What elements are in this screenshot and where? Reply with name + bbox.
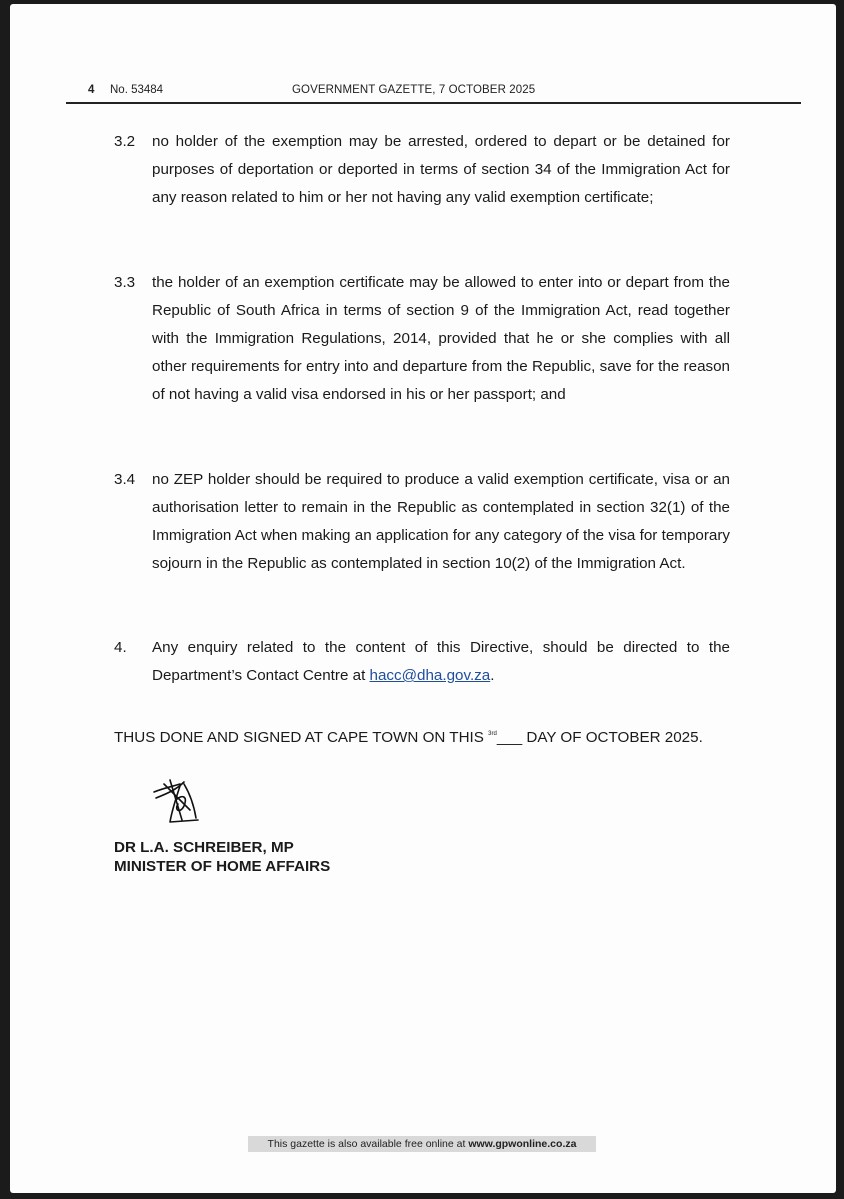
clause-text bbox=[152, 634, 730, 690]
signing-blank: ___ bbox=[496, 729, 523, 746]
signer-title: MINISTER OF HOME AFFAIRS bbox=[114, 858, 331, 875]
signer-name: DR L.A. SCHREIBER, MP bbox=[114, 839, 294, 856]
handwritten-signature bbox=[150, 776, 208, 830]
gazette-header bbox=[66, 80, 801, 104]
document-page bbox=[10, 4, 836, 1193]
gazette-footer bbox=[248, 1136, 596, 1152]
clause-number: 4. bbox=[114, 639, 127, 656]
gazette-title: GOVERNMENT GAZETTE, 7 OCTOBER 2025 bbox=[292, 84, 536, 96]
signing-statement bbox=[114, 720, 730, 752]
issue-number: No. 53484 bbox=[110, 84, 164, 96]
contact-email-link[interactable]: hacc@dha.gov.za bbox=[369, 667, 491, 684]
footer-url[interactable]: www.gpwonline.co.za bbox=[468, 1138, 577, 1150]
clause-text: the holder of an exemption certificate may be allowed to enter into or depart from the Republic of South Africa in terms of section 9 of the Immigration Act, read together with the Immigration Regulations, 2014, provided that he or she complies with all other requirements for entry into and departure from the Republic, save for the reason of not having a valid visa endorsed in his or her passport; and bbox=[152, 274, 730, 403]
clause-text: no holder of the exemption may be arrested, ordered to depart or be detained for purposes of deportation or deported in terms of section 34 of the Immigration Act for any reason related to him or her not having any valid exemption certificate; bbox=[152, 133, 730, 206]
signer-block bbox=[114, 838, 330, 876]
clause-number: 3.2 bbox=[114, 133, 136, 150]
page-number: 4 bbox=[88, 84, 95, 96]
clause-number: 3.4 bbox=[114, 471, 136, 488]
signing-day: 3rd bbox=[488, 731, 497, 737]
enquiry-text: Any enquiry related to the content of this Directive, should be directed to the Department’s Contact Centre at bbox=[152, 639, 730, 684]
clause-text: no ZEP holder should be required to produce a valid exemption certificate, visa or an authorisation letter to remain in the Republic as contemplated in section 32(1) of the Immigration Act when making an application for any category of the visa for temporary sojourn in the Republic as contemplated in section 10(2) of the Immigration Act. bbox=[152, 471, 730, 572]
clause-number: 3.3 bbox=[114, 274, 136, 291]
enquiry-suffix: . bbox=[490, 667, 495, 684]
signing-prefix: THUS DONE AND SIGNED AT CAPE TOWN ON THIS bbox=[114, 729, 484, 746]
footer-text: This gazette is also available free online at bbox=[267, 1138, 466, 1150]
signing-suffix: DAY OF OCTOBER 2025. bbox=[526, 729, 703, 746]
